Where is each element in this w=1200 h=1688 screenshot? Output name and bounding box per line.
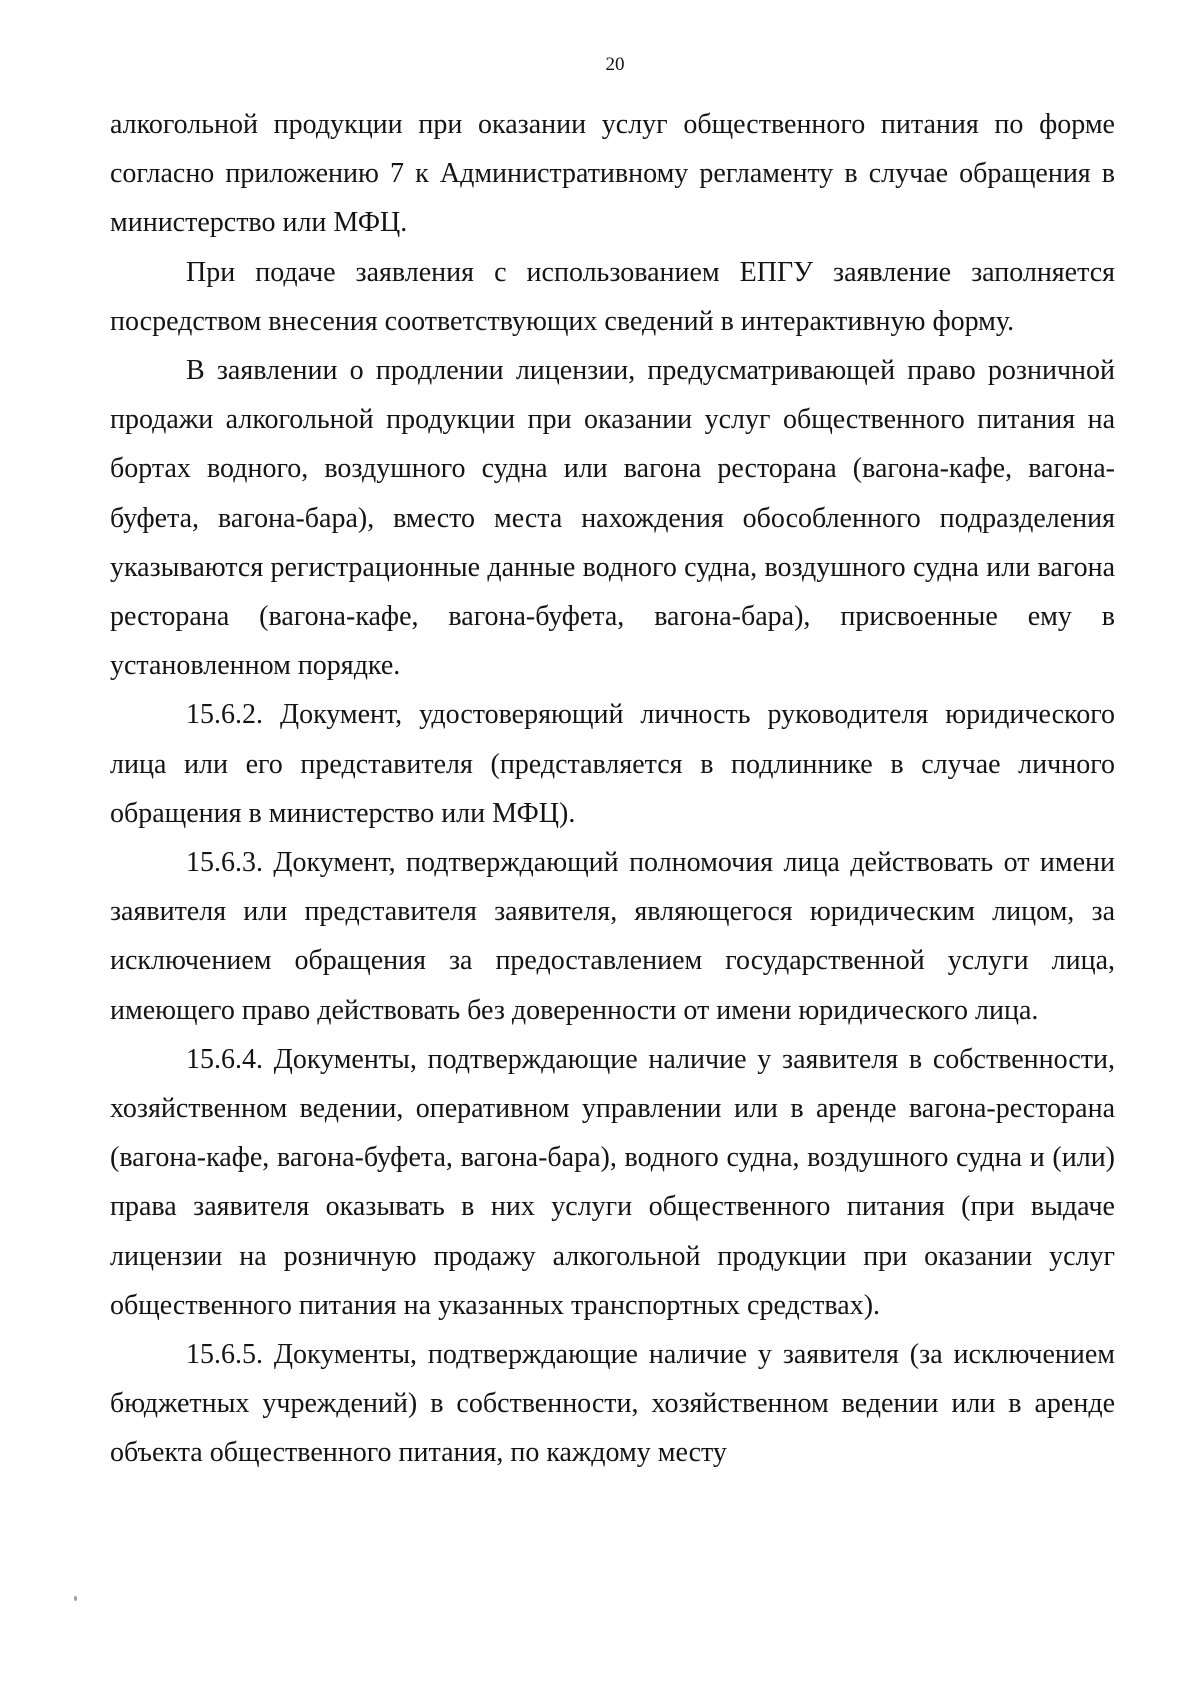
- paragraph-15-6-5: 15.6.5. Документы, подтверждающие наличие у заявителя (за исключением бюджетных учреждений) в собственности, хозяйственном ведении или в аренде объекта общественного питания, по каждому месту: [110, 1339, 1115, 1469]
- paragraph-1: алкогольной продукции при оказании услуг общественного питания по форме согласно приложению 7 к Административному регламенту в случае обращения в министерство или МФЦ.: [110, 109, 1115, 239]
- scan-speck: [74, 1596, 77, 1601]
- paragraph-15-6-4: 15.6.4. Документы, подтверждающие наличие у заявителя в собственности, хозяйственном ведении, оперативном управлении или в аренде вагона-ресторана (вагона-кафе, вагона-буфета, вагона-бара), водного судна, воздушного судна и (или) права заявителя оказывать в них услуги общественного питания (при выдаче лицензии на розничную продажу алкогольной продукции при оказании услуг общественного питания на указанных транспортных средствах).: [110, 1043, 1115, 1321]
- paragraph-2: При подаче заявления с использованием ЕПГУ заявление заполняется посредством внесения соответствующих сведений в интерактивную форму.: [110, 256, 1115, 337]
- paragraph-15-6-2: 15.6.2. Документ, удостоверяющий личность руководителя юридического лица или его представителя (представляется в подлиннике в случае личного обращения в министерство или МФЦ).: [110, 699, 1115, 829]
- paragraph-15-6-3: 15.6.3. Документ, подтверждающий полномочия лица действовать от имени заявителя или представителя заявителя, являющегося юридическим лицом, за исключением обращения за предоставлением государственной услуги лица, имеющего право действовать без доверенности от имени юридического лица.: [110, 847, 1115, 1026]
- paragraph-3: В заявлении о продлении лицензии, предусматривающей право розничной продажи алкогольной продукции при оказании услуг общественного питания на бортах водного, воздушного судна или вагона ресторана (вагона-кафе, вагона-буфета, вагона-бара), вместо места нахождения обособленного подразделения указываются регистрационные данные водного судна, воздушного судна или вагона ресторана (вагона-кафе, вагона-буфета, вагона-бара), присвоенные ему в установленном порядке.: [110, 355, 1115, 682]
- document-body: [110, 100, 1115, 1478]
- page-number: 20: [605, 54, 625, 75]
